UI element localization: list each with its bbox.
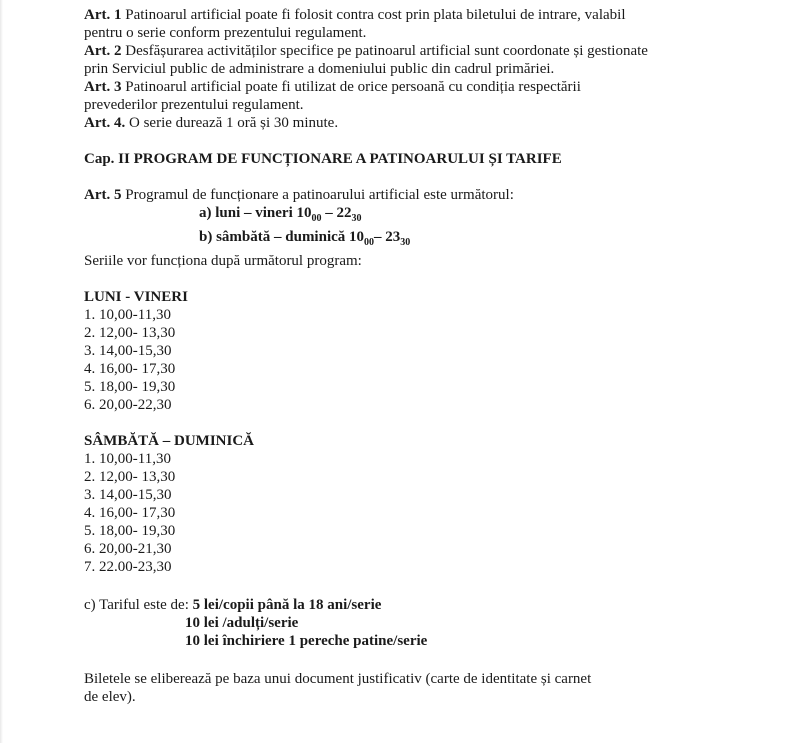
weekend-series-3: 3. 14,00-15,30 <box>84 487 172 503</box>
weekday-schedule <box>84 288 784 414</box>
tariff-section <box>84 596 784 650</box>
article-4 <box>84 114 784 132</box>
weekday-series-5: 5. 18,00- 19,30 <box>84 379 176 395</box>
tariff-adults: 10 lei /adulți/serie <box>185 615 299 631</box>
article-2 <box>84 42 784 78</box>
weekend-schedule-title: SÂMBĂTĂ – DUMINICĂ <box>84 433 255 449</box>
tariff-skate-rental: 10 lei închiriere 1 pereche patine/serie <box>185 633 428 649</box>
article-1-label: Art. 1 <box>84 7 122 23</box>
schedule-weekend-hours: b) sâmbătă – duminică $10_{00}-$ $23_{30}$ <box>199 229 411 248</box>
chapter-title: Cap. II PROGRAM DE FUNCȚIONARE A PATINOARULUI ȘI TARIFE <box>84 151 562 167</box>
weekday-series-2: 2. 12,00- 13,30 <box>84 325 176 341</box>
page-edge <box>0 0 3 743</box>
weekend-schedule <box>84 432 784 576</box>
article-4-line-1: O serie durează 1 oră și 30 minute. <box>129 115 339 131</box>
weekend-series-5: 5. 18,00- 19,30 <box>84 523 176 539</box>
article-5-label: Art. 5 <box>84 187 122 203</box>
article-5-text: Programul de funcționare a patinoarului artificial este următorul: <box>125 187 514 203</box>
article-5 <box>84 186 784 270</box>
document-page <box>84 6 784 706</box>
article-2-line-2: prin Serviciul public de administrare a domeniului public din cadrul primăriei. <box>84 61 555 77</box>
article-3-label: Art. 3 <box>84 79 122 95</box>
ticket-note <box>84 670 784 706</box>
ticket-note-line-2: de elev). <box>84 689 136 705</box>
article-3 <box>84 78 784 114</box>
weekday-series-3: 3. 14,00-15,30 <box>84 343 172 359</box>
article-2-line-1: Desfășurarea activităților specifice pe patinoarul artificial sunt coordonate și gestionate <box>125 43 648 59</box>
article-2-label: Art. 2 <box>84 43 122 59</box>
ticket-note-line-1: Biletele se eliberează pe baza unui document justificativ (carte de identitate și carnet <box>84 671 592 687</box>
tariff-children: 5 lei/copii până la 18 ani/serie <box>192 597 382 613</box>
weekend-series-1: 1. 10,00-11,30 <box>84 451 171 467</box>
weekday-series-4: 4. 16,00- 17,30 <box>84 361 176 377</box>
schedule-weekdays-hours: a) luni – vineri $10_{00} - 22_{30}$ <box>199 205 362 224</box>
article-3-line-2: prevederilor prezentului regulament. <box>84 97 304 113</box>
article-1-line-2: pentru o serie conform prezentului regulament. <box>84 25 367 41</box>
series-intro: Seriile vor funcționa după următorul program: <box>84 253 362 269</box>
weekday-schedule-title: LUNI - VINERI <box>84 289 188 305</box>
weekday-series-1: 1. 10,00-11,30 <box>84 307 171 323</box>
weekend-series-4: 4. 16,00- 17,30 <box>84 505 176 521</box>
article-3-line-1: Patinoarul artificial poate fi utilizat de orice persoană cu condiția respectării <box>125 79 581 95</box>
weekend-series-6: 6. 20,00-21,30 <box>84 541 172 557</box>
article-1-line-1: Patinoarul artificial poate fi folosit contra cost prin plata biletului de intrare, valabil <box>125 7 626 23</box>
weekend-series-2: 2. 12,00- 13,30 <box>84 469 176 485</box>
weekday-series-6: 6. 20,00-22,30 <box>84 397 172 413</box>
tariff-prefix: c) Tariful este de: <box>84 597 193 613</box>
weekend-series-7: 7. 22.00-23,30 <box>84 559 172 575</box>
article-4-label: Art. 4. <box>84 115 126 131</box>
article-1 <box>84 6 784 42</box>
